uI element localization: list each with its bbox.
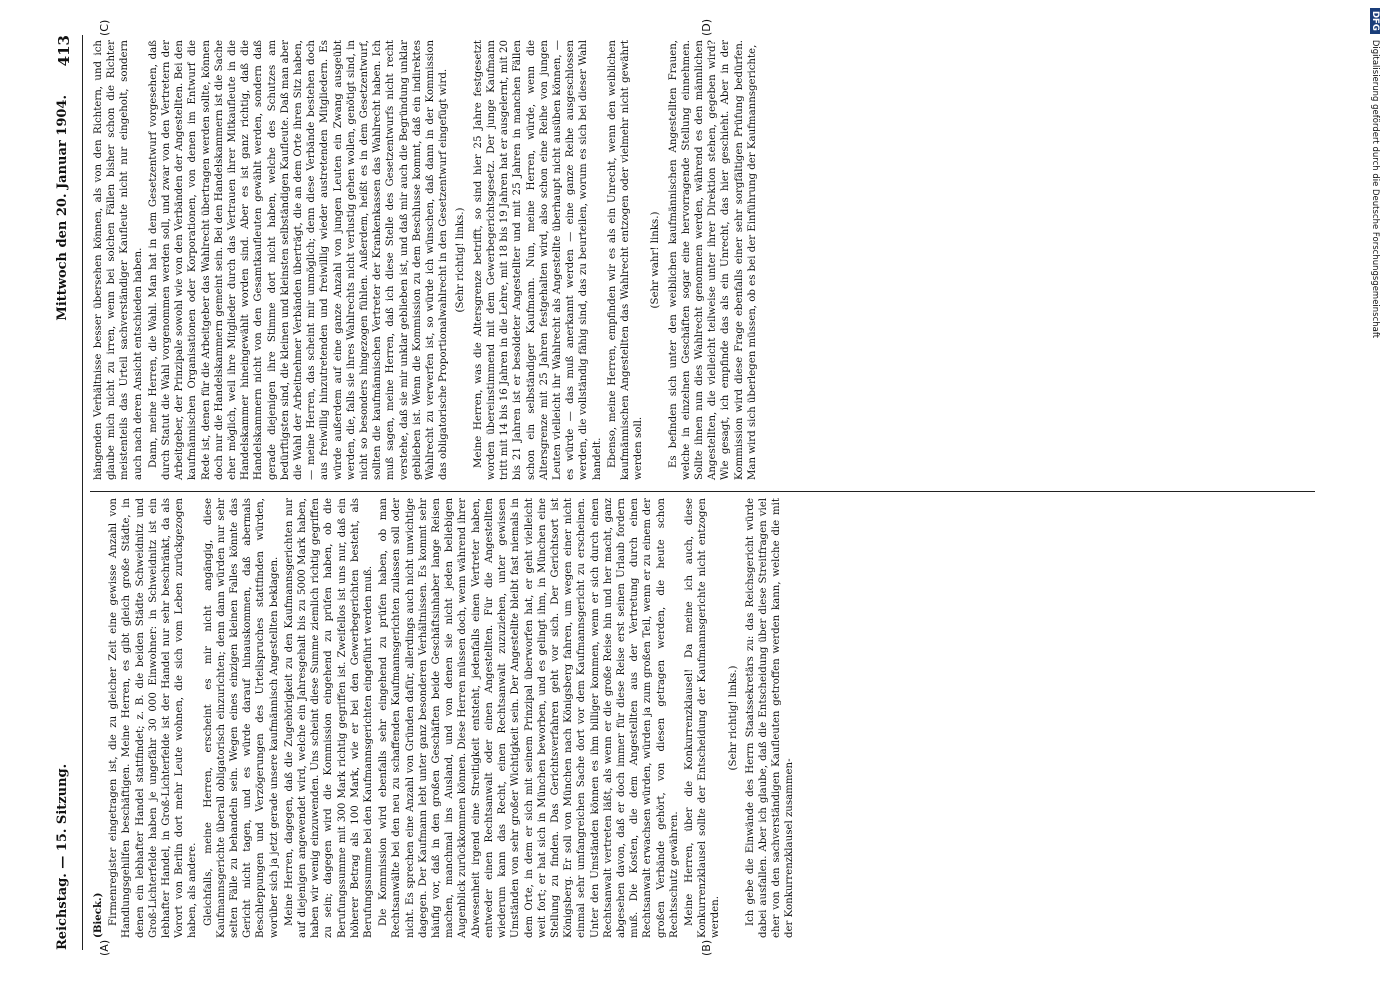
interjection: (Sehr richtig! links.)	[727, 665, 739, 771]
margin-mark-b: (B)	[700, 939, 713, 956]
right-column	[92, 40, 761, 480]
paragraph: Die Kommission wird ebenfalls sehr eingehend zu prüfen haben, ob man Rechtsanwälte bei den neu zu schaffenden Kaufmannsgerichten zulassen soll oder nicht. Es sprechen eine Anzahl von Gründen dafür, allerdings auch nicht unwichtige dagegen. Der Kaufmann lebt unter ganz besonderen Verhältnissen. Es kommt sehr häufig vor, daß in den großen Geschäften beide Geschäftsinhaber lange Reisen machen, manchmal ins Ausland, und von denen sie nicht jeden beliebigen Augenblick zurückkommen können. Diese Herren müssen doch, wenn während ihrer Abwesenheit irgend eine Streitigkeit entsteht, jedenfalls einen Vertreter haben, entweder einen Rechtsanwalt oder einen Angestellten. Für die Angestellten wiederum kann das Recht, einen Rechtsanwalt zuzuziehen, unter gewissen Umständen von sehr großer Wichtigkeit sein. Der Angestellte bleibt fast niemals in dem Orte, in dem er sich mit seinem Prinzipal überworfen hat, er geht vielleicht weit fort; er hat sich in München beworben, und es gelingt ihm, in München eine Stellung zu finden. Das Gerichtsverfahren geht vor sich. Der Gerichtsort ist Königsberg. Er soll von München nach Königsberg fahren, um wegen einer nicht einmal sehr umfangreichen Sache dort vor dem Kaufmannsgericht zu erscheinen. Unter den Umständen können es ihm billiger kommen, wenn er sich durch einen Rechtsanwalt vertreten läßt, als wenn er die große Reise hin und her macht, ganz abgesehen davon, daß er doch immer für diese Reise erst seinen Urlaub fordern muß. Die Kosten, die dem Angestellten aus der Vertretung durch einen Rechtsanwalt erwachsen würden, würden ja zum großen Teil, wenn er zu einem der großen Verbände gehört, von diesen getragen werden, die heute schon Rechtsschutz gewähren.	[378, 498, 680, 938]
margin-mark-c: (C)	[98, 19, 111, 36]
paragraph: Meine Herren, dagegen, daß die Zugehörigkeit zu den Kaufmannsgerichten nur auf diejenigen angewendet wird, welche ein Jahresgehalt bis zu 5000 Mark haben, haben wir wenig einzuwenden. Uns scheint diese Summe ziemlich richtig gegriffen zu sein; dagegen wird die Kommission eingehend zu prüfen haben, ob die Berufungssumme mit 300 Mark richtig gegriffen ist. Zweifellos ist uns nur, daß ein höherer Betrag als 100 Mark, wie er bei den Gewerbegerichten besteht, als Berufungssumme bei den Kaufmannsgerichten eingeführt werden muß.	[283, 498, 375, 938]
digitization-credit	[1364, 8, 1380, 988]
paragraph: Ich gebe die Einwände des Herrn Staatssekretärs zu: das Reichsgericht würde dabei ausfallen. Aber ich glaube, daß die Entscheidung über diese Streitfragen viel eher von den sachverständigen Kaufleuten getroffen werden kann, welche die mit der Konkurrenzklausel zusammen-	[744, 498, 796, 938]
column-divider	[90, 491, 1315, 492]
credit-text: Digitalisierung gefördert durch die Deutsche Forschungsgemeinschaft	[1370, 39, 1380, 339]
header-session: Reichstag. — 15. Sitzung.	[55, 763, 70, 950]
paragraph: Firmenregister eingetragen ist, die zu gleicher Zeit eine gewisse Anzahl von Handlungsgehilfen beschäftigen. Meine Herren, es gibt gleich große Städte, in denen ein lebhafter Handel stattfindet; z. B. die beiden Städte Schweidnitz und Groß-Lichterfelde haben je ungefähr 30 000 Einwohner: in Schweidnitz ist ein lebhafter Handel, in Groß-Lichterfelde ist der Handel nur sehr beschränkt, da als Vorort von Berlin dort mehr Leute wohnen, die sich vom Leben zurückgezogen haben, als andere.	[108, 498, 199, 938]
paragraph: hängenden Verhältnisse besser übersehen können, als von den Richtern, und ich glaube mich nicht zu irren, wenn bei solchen Fällen bisher schon die Richter meistenteils das Urteil sachverständiger Kaufleute nicht nur eingeholt, sondern auch nach deren Ansicht entschieden haben.	[93, 40, 144, 480]
margin-mark-d: (D)	[700, 18, 713, 36]
paragraph: Meine Herren, was die Altersgrenze betrifft, so sind hier 25 Jahre festgesetzt worden übereinstimmend mit dem Gewerbegerichtsgesetz. Der junge Kaufmann tritt mit 14 bis 16 Jahren in die Lehre, mit 18 bis 19 Jahren hat er ausgelernt, mit 20 bis 21 Jahren ist er besoldeter Angestellter und mit 25 Jahren in manchen Fällen schon ein selbständiger Kaufmann. Nun, meine Herren, würde, wenn die Altersgrenze mit 25 Jahren festgehalten wird, also schon eine Reihe von jungen Leuten vielleicht ihr Wahlrecht als Angestellte überhaupt nicht ausüben können, — es würde — das muß anerkannt werden — eine ganze Reihe ausgeschlossen werden, die vollständig fähig sind, das zu beurteilen, worum es sich bei dieser Wahl handelt.	[472, 40, 603, 480]
interjection: (Sehr richtig! links.)	[455, 207, 467, 313]
paragraph: Es befinden sich unter den weiblichen kaufmännischen Angestellten Frauen, welche in einzelnen Geschäften sogar eine hervorragende Stellung einnehmen. Sollte ihnen nun dies Wahlrecht genommen werden, während es den männlichen Angestellten, die vielleicht teilweise unter ihrer Direktion stehen, gegeben wird? Wie gesagt, ich empfinde das als ein Unrecht, das hier geschieht. Aber in der Kommission wird diese Frage ebenfalls einer sehr sorgfältigen Prüfung bedürfen. Man wird sich überlegen müssen, ob es bei der Einführung der Kaufmannsgerichte,	[667, 40, 758, 480]
speaker-tag: (Bieck.)	[92, 892, 104, 938]
margin-mark-a: (A)	[98, 939, 111, 956]
header-date: Mittwoch den 20. Januar 1904.	[55, 95, 70, 321]
page-number: 413	[55, 35, 73, 67]
dfg-logo: DFG	[1370, 8, 1380, 34]
paragraph: Meine Herren, über die Konkurrenzklausel! Da meine ich auch, diese Konkurrenzklausel sollte der Entscheidung der Kaufmannsgerichte nicht entzogen werden.	[683, 498, 722, 938]
header-rule	[82, 35, 83, 950]
paragraph: Dann, meine Herren, die Wahl. Man hat in dem Gesetzentwurf vorgesehen, daß durch Statut die Wahl vorgenommen werden soll, und zwar von den Vertretern der Arbeitgeber, der Prinzipale sowohl wie von den Verbänden der Angestellten. Bei den kaufmännischen Organisationen oder Korporationen, von denen im Entwurf die Rede ist, denen für die Arbeitgeber das Wahlrecht übertragen werden sollte, können doch nur die Handelskammern gemeint sein. Bei den Handelskammern ist die Sache eher möglich, weil ihre Mitglieder durch das Vertrauen ihrer Mitkaufleute in die Handelskammer hineingewählt worden sind. Aber es ist ganz richtig, daß die Handelskammern nicht von den Gesamtkaufleuten gewählt werden, sondern daß gerade diejenigen ihre Stimme dort nicht haben, welche des Schutzes am bedürftigsten sind, die kleinen und kleinsten selbständigen Kaufleute. Daß man aber die Wahl der Arbeitnehmer Verbänden überträgt, die an dem Orte ihren Sitz haben, — meine Herren, das scheint mir unmöglich; denn diese Verbände bestehen doch aus freiwillig hinzutretenden und freiwillig wieder austretenden Mitgliedern. Es würde außerdem auf eine ganze Anzahl von jungen Leuten ein Zwang ausgeübt werden, die, falls sie ihres Wahlrechts nicht verlustig gehen wollen, genötigt sind, in nicht so besonders hingezogen fühlen. Außerdem, heißt es in dem Gesetzentwurf, sollten die kaufmännischen Vertreter der Krankenkassen das Wahlrecht haben. Ich muß sagen, meine Herren, daß ich diese Stelle des Gesetzentwurfs nicht recht verstehe, daß sie mir unklar geblieben ist, und daß mir auch die Begründung unklar geblieben ist. Wenn die Kommission zu dem Beschlusse kommt, daß ein indirektes Wahlrecht zu verwerfen ist, so würde ich wünschen, daß dann in der Kommission das obligatorische Proportionalwahlrecht in den Gesetzentwurf eingefügt wird.	[147, 40, 450, 480]
paragraph: Gleichfalls, meine Herren, erscheint es mir nicht angängig, diese Kaufmannsgerichte überall obligatorisch einzurichten; denn dann würden nur sehr selten Fälle zu behandeln sein. Wegen eines einzigen kleinen Falles könnte das Gericht nicht tagen, und es würde darauf hinauskommen, daß abermals Beschleppungen und Verzögerungen des Urteilspruches stattfinden würden, worüber sich ja jetzt gerade unsere kaufmännisch Angestellten beklagen.	[202, 498, 280, 938]
interjection: (Sehr wahr! links.)	[650, 211, 662, 309]
paragraph: Ebenso, meine Herren, empfinden wir es als ein Unrecht, wenn den weiblichen kaufmännischen Angestellten das Wahlrecht entzogen oder vielmehr nicht gewährt werden soll.	[606, 40, 645, 480]
left-column	[92, 498, 799, 938]
page-header	[55, 35, 77, 950]
